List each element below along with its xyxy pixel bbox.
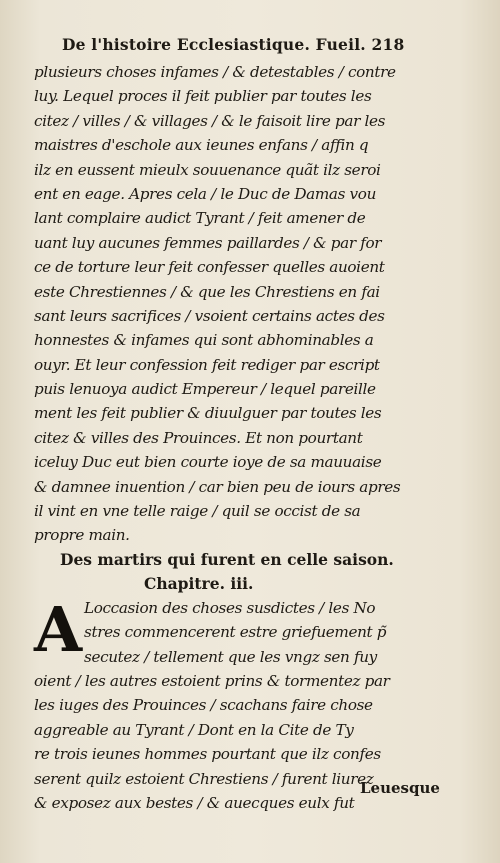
- text-line: ce de torture leur feit confesser quelles auoient: [34, 258, 385, 277]
- drop-cap: A: [34, 592, 83, 666]
- text-line: puis lenuoya audict Empereur / lequel pareille: [34, 380, 376, 399]
- text-line: uant luy aucunes femmes paillardes / & par for: [34, 233, 382, 252]
- text-line: propre main.: [34, 526, 130, 545]
- text-line: & exposez aux bestes / & auecques eulx fut: [34, 793, 355, 812]
- text-line: ment les feit publier & diuulguer par toutes les: [34, 404, 382, 423]
- text-line: lant complaire audict Tyrant / feit amener de: [34, 209, 366, 228]
- text-line: secutez / tellement que les vngz sen fuy: [84, 647, 377, 666]
- text-line: ilz en eussent mieulx souuenance quãt ilz seroi: [34, 160, 381, 179]
- text-line: stres commencerent estre griefuement p̃: [84, 623, 387, 642]
- text-line: ouyr. Et leur confession feit rediger par escript: [34, 355, 380, 374]
- text-line: citez & villes des Prouinces. Et non pourtant: [34, 428, 363, 447]
- text-line: citez / villes / & villages / & le faisoit lire par les: [34, 111, 386, 130]
- text-line: il vint en vne telle raige / quil se occist de sa: [34, 502, 361, 521]
- text-line: honnestes & infames qui sont abhominables a: [34, 331, 374, 350]
- text-line: oient / les autres estoient prins & tormentez par: [34, 671, 390, 690]
- text-line: & damnee inuention / car bien peu de iours apres: [34, 477, 401, 496]
- text-line: iceluy Duc eut bien courte ioye de sa mauuaise: [34, 453, 382, 472]
- running-header: De l'histoire Ecclesiastique. Fueil. 218: [62, 35, 405, 54]
- text-line: maistres d'eschole aux ieunes enfans / affin q: [34, 136, 369, 155]
- text-line: aggreable au Tyrant / Dont en la Cite de Ty: [34, 720, 354, 739]
- text-line: serent quilz estoient Chrestiens / furent liurez: [34, 769, 374, 788]
- catchword: Leuesque: [360, 779, 440, 797]
- chapter-number: Chapitre. iii.: [144, 573, 254, 593]
- text-line: sant leurs sacrifices / vsoient certains actes des: [34, 306, 385, 325]
- text-line: luy. Lequel proces il feit publier par toutes les: [34, 87, 372, 106]
- chapter-title: Des martirs qui furent en celle saison.: [60, 549, 394, 569]
- text-line: ent en eage. Apres cela / le Duc de Damas vou: [34, 184, 377, 203]
- text-line: les iuges des Prouinces / scachans faire chose: [34, 696, 373, 715]
- paragraph-top: [34, 60, 454, 548]
- text-line: Loccasion des choses susdictes / les No: [84, 598, 376, 617]
- text-line: plusieurs choses infames / & detestables / contre: [34, 63, 396, 81]
- text-block: [34, 30, 454, 815]
- text-line: este Chrestiennes / & que les Chrestiens en fai: [34, 282, 380, 301]
- text-line: re trois ieunes hommes pourtant que ilz confes: [34, 745, 381, 764]
